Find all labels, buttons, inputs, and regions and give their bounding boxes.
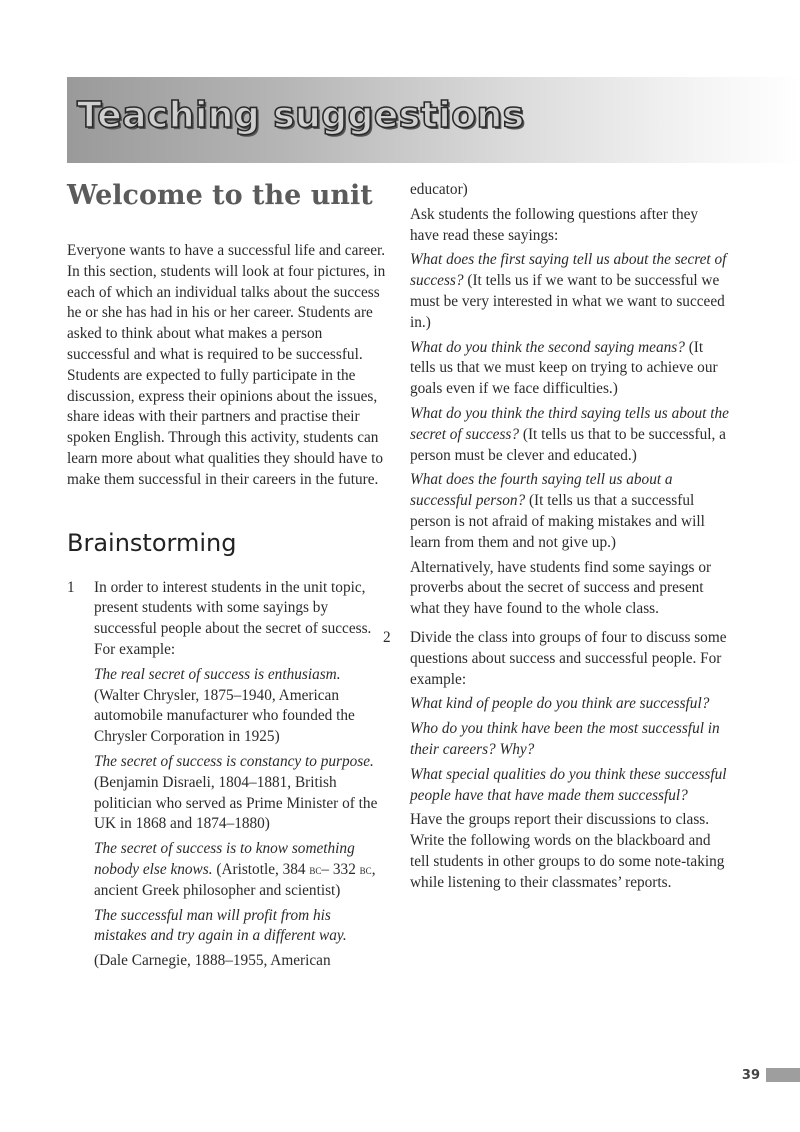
left-column	[67, 178, 387, 972]
group-question-2-text: Who do you think have been the most successful in their careers? Why?	[410, 720, 720, 758]
heading-brainstorming: Brainstorming	[67, 528, 237, 557]
answer-4: (It tells us that a successful person is not afraid of making mistakes and will learn from them and not give up.)	[410, 492, 705, 551]
question-4-text: What does the fourth saying tell us about a successful person?	[410, 471, 673, 510]
quote-3-source-a: (Aristotle, 384	[212, 860, 310, 878]
answer-3: (It tells us that to be successful, a person must be clever and educated.)	[410, 425, 726, 464]
item-number: 1	[67, 578, 75, 596]
quote-4-source: (Dale Carnegie, 1888–1955, American	[94, 952, 331, 970]
quote-2	[94, 752, 387, 835]
banner-title: Teaching suggestions	[77, 95, 525, 136]
page-number-bar	[766, 1068, 800, 1082]
item-2-text: Divide the class into groups of four to discuss some questions about success and successful people. For example:	[410, 628, 727, 688]
right-column	[383, 180, 730, 898]
question-2	[410, 338, 730, 400]
group-question-3	[410, 765, 730, 807]
question-2-text: What do you think the second saying means?	[410, 338, 685, 356]
list-item-1	[67, 578, 387, 972]
quote-3-text: The secret of success is to know something nobody else knows.	[94, 840, 355, 878]
list-item-2	[383, 628, 730, 894]
alternatively-text: Alternatively, have students find some sayings or proverbs about the secret of success and present what they have found to the whole class.	[410, 558, 712, 618]
group-question-2	[410, 719, 730, 761]
quote-3-source-c: , ancient Greek philosopher and scientist)	[94, 860, 376, 899]
question-3	[410, 404, 730, 466]
quote-2-source: (Benjamin Disraeli, 1804–1881, British politician who served as Prime Minister of the UK in 1868 and 1874–1880)	[94, 773, 378, 833]
question-4	[410, 470, 730, 553]
group-question-1	[410, 694, 730, 715]
question-1-text: What does the first saying tell us about the secret of success?	[410, 251, 727, 290]
group-question-3-text: What special qualities do you think these successful people have that have made them successful?	[410, 765, 727, 804]
continued-text: educator)	[410, 181, 468, 198]
quote-3	[94, 839, 387, 901]
quote-4	[94, 906, 387, 948]
answer-1: (It tells us if we want to be successful we must be very interested in what we want to succeed in.)	[410, 272, 725, 331]
item-1-text: In order to interest students in the unit topic, present students with some sayings by successful people about the secret of success. For example:	[94, 578, 372, 658]
heading-welcome: Welcome to the unit	[67, 180, 373, 211]
page-number-text: 39	[741, 1067, 760, 1083]
header-banner	[67, 77, 800, 163]
quote-1-source: (Walter Chrysler, 1875–1940, American automobile manufacturer who founded the Chrysler Corporation in 1925)	[94, 686, 355, 746]
quote-1	[94, 665, 387, 748]
page-number	[742, 1067, 800, 1083]
item-number: 2	[383, 628, 391, 646]
quote-3-bc-1: bc	[309, 862, 322, 877]
question-1	[410, 250, 730, 333]
intro-paragraph: Everyone wants to have a successful life and career. In this section, students will look at four pictures, in each of which an individual talks about the success he or she has had in his or her career. Students are asked to think about what makes a person successful and what is required to be successful. Students are expected to fully participate in the discussion, express their opinions about the issues, share ideas with their partners and practise their spoken English. Through this activity, students can learn more about what qualities they should have to make them successful in their careers in the future.	[67, 242, 386, 488]
quote-3-bc-2: bc	[359, 862, 372, 877]
group-question-1-text: What kind of people do you think are successful?	[410, 695, 710, 713]
quote-1-text: The real secret of success is enthusiasm.	[94, 665, 341, 683]
quote-4-text: The successful man will profit from his mistakes and try again in a different way.	[94, 906, 347, 945]
report-instructions: Have the groups report their discussions to class. Write the following words on the blackboard and tell students in other groups to do some note-taking while listening to their classmates’ reports.	[410, 811, 725, 891]
answer-2: (It tells us that we must keep on trying to achieve our goals even if we face difficulties.)	[410, 338, 718, 398]
ask-text: Ask students the following questions after they have read these sayings:	[410, 205, 699, 244]
quote-2-text: The secret of success is constancy to purpose.	[94, 752, 374, 770]
quote-3-source-b: – 332	[321, 860, 360, 878]
question-3-text: What do you think the third saying tells us about the secret of success?	[410, 404, 729, 443]
